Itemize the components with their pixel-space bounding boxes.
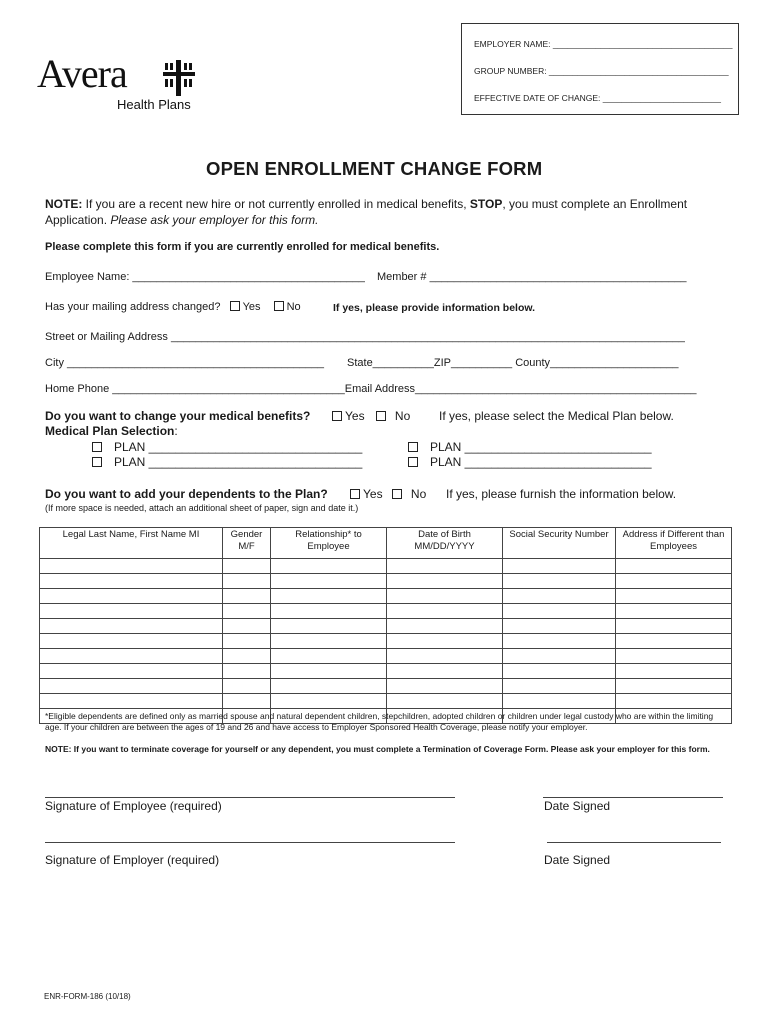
- col-header-dob: Date of Birth MM/DD/YYYY: [387, 528, 503, 559]
- note-text-1: If you are a recent new hire or not currently enrolled in medical benefits,: [82, 197, 470, 211]
- plan-left-1: [90, 440, 362, 454]
- table-cell[interactable]: [271, 649, 387, 664]
- table-cell[interactable]: [271, 619, 387, 634]
- table-cell[interactable]: [40, 619, 223, 634]
- table-cell[interactable]: [503, 694, 616, 709]
- table-cell[interactable]: [503, 574, 616, 589]
- table-cell[interactable]: [271, 664, 387, 679]
- member-number-field[interactable]: Member # __________________________________________: [377, 271, 687, 283]
- employer-name-field[interactable]: EMPLOYER NAME: ______________________________________: [474, 39, 733, 49]
- table-cell[interactable]: [223, 589, 271, 604]
- address-yes-label: Yes: [242, 301, 261, 313]
- table-cell[interactable]: [223, 604, 271, 619]
- col-header-ssn: Social Security Number: [503, 528, 616, 559]
- table-cell[interactable]: [387, 559, 503, 574]
- dependents-table: [39, 527, 732, 724]
- table-cell[interactable]: [387, 634, 503, 649]
- medical-no-label: No: [394, 409, 411, 423]
- medical-yes-label: Yes: [345, 409, 365, 423]
- table-cell[interactable]: [40, 634, 223, 649]
- table-cell[interactable]: [503, 619, 616, 634]
- medical-options: [330, 409, 410, 423]
- plan-right-1-label[interactable]: PLAN ____________________________: [430, 440, 652, 454]
- table-cell[interactable]: [40, 574, 223, 589]
- table-cell[interactable]: [387, 694, 503, 709]
- table-cell[interactable]: [387, 679, 503, 694]
- plan-left-2: [90, 455, 362, 469]
- dependents-no-label: No: [410, 487, 427, 501]
- table-row: [40, 604, 732, 619]
- table-cell[interactable]: [223, 619, 271, 634]
- medical-yes-checkbox[interactable]: [332, 411, 342, 421]
- table-row: [40, 649, 732, 664]
- table-row: [40, 559, 732, 574]
- table-cell[interactable]: [223, 634, 271, 649]
- col-header-name: Legal Last Name, First Name MI: [40, 528, 223, 559]
- medical-plan-selection-label: Medical Plan Selection:: [45, 424, 178, 438]
- table-cell[interactable]: [616, 604, 732, 619]
- table-cell[interactable]: [40, 649, 223, 664]
- street-address-field[interactable]: Street or Mailing Address ____________________________________________________________________________________: [45, 331, 685, 343]
- employee-date-line[interactable]: [543, 797, 723, 798]
- plan-left-1-checkbox[interactable]: [92, 442, 102, 452]
- table-cell[interactable]: [387, 619, 503, 634]
- table-cell[interactable]: [616, 679, 732, 694]
- table-cell[interactable]: [271, 589, 387, 604]
- table-header-row: [40, 528, 732, 559]
- note-text-2: , you must complete an Enrollment: [502, 197, 688, 211]
- table-cell[interactable]: [223, 559, 271, 574]
- table-cell[interactable]: [271, 679, 387, 694]
- table-cell[interactable]: [387, 604, 503, 619]
- table-cell[interactable]: [40, 559, 223, 574]
- dependents-question: Do you want to add your dependents to the Plan?: [45, 487, 328, 501]
- address-no-label: No: [286, 301, 301, 313]
- table-cell[interactable]: [503, 664, 616, 679]
- form-code: ENR-FORM-186 (10/18): [44, 992, 131, 1001]
- table-cell[interactable]: [616, 589, 732, 604]
- table-cell[interactable]: [40, 589, 223, 604]
- employer-signature-label: Signature of Employer (required): [45, 853, 220, 867]
- table-cell[interactable]: [616, 649, 732, 664]
- table-cell[interactable]: [40, 664, 223, 679]
- plan-right-1: [406, 440, 652, 454]
- table-cell[interactable]: [271, 559, 387, 574]
- table-cell[interactable]: [40, 694, 223, 709]
- employee-signature-line[interactable]: [45, 797, 455, 798]
- address-yes-checkbox[interactable]: [230, 301, 240, 311]
- table-cell[interactable]: [271, 634, 387, 649]
- page-title: OPEN ENROLLMENT CHANGE FORM: [206, 158, 543, 179]
- table-row: [40, 664, 732, 679]
- employee-date-label: Date Signed: [544, 799, 611, 813]
- col-header-relationship: Relationship* to Employee: [271, 528, 387, 559]
- note-line-1: [45, 197, 687, 211]
- table-cell[interactable]: [503, 604, 616, 619]
- dependents-yes-label: Yes: [363, 487, 383, 501]
- dependents-subnote: (If more space is needed, attach an additional sheet of paper, sign and date it.): [45, 503, 359, 513]
- table-cell[interactable]: [616, 574, 732, 589]
- plan-right-1-checkbox[interactable]: [408, 442, 418, 452]
- plan-left-1-label[interactable]: PLAN ________________________________: [114, 440, 363, 454]
- note-stop: STOP: [469, 197, 503, 211]
- table-cell[interactable]: [503, 589, 616, 604]
- table-cell[interactable]: [616, 559, 732, 574]
- logo-wordmark: Avera: [37, 51, 127, 96]
- city-field[interactable]: City __________________________________________: [45, 357, 324, 369]
- table-cell[interactable]: [616, 634, 732, 649]
- plan-left-2-checkbox[interactable]: [92, 457, 102, 467]
- table-row: [40, 694, 732, 709]
- table-cell[interactable]: [223, 574, 271, 589]
- logo-subtitle: Health Plans: [117, 97, 191, 112]
- table-cell[interactable]: [387, 649, 503, 664]
- col-header-address: Address if Different than Employees: [616, 528, 732, 559]
- medical-no-checkbox[interactable]: [376, 411, 386, 421]
- address-no-checkbox[interactable]: [274, 301, 284, 311]
- employee-name-field[interactable]: Employee Name: ______________________________________: [45, 271, 365, 283]
- table-row: [40, 589, 732, 604]
- table-cell[interactable]: [223, 664, 271, 679]
- address-if-yes-text: If yes, please provide information below.: [333, 302, 536, 314]
- table-cell[interactable]: [503, 679, 616, 694]
- table-cell[interactable]: [616, 664, 732, 679]
- note-text-4: Please ask your employer for this form.: [110, 213, 319, 227]
- table-cell[interactable]: [271, 694, 387, 709]
- employer-signature-line[interactable]: [45, 842, 455, 843]
- table-cell[interactable]: [503, 634, 616, 649]
- address-changed-row: [45, 301, 301, 313]
- table-row: [40, 679, 732, 694]
- table-cell[interactable]: [271, 574, 387, 589]
- effective-date-field[interactable]: EFFECTIVE DATE OF CHANGE: _________________________: [474, 93, 721, 103]
- medical-question: Do you want to change your medical benefits?: [45, 409, 311, 423]
- employer-date-label: Date Signed: [544, 853, 611, 867]
- table-cell[interactable]: [503, 649, 616, 664]
- table-cell[interactable]: [223, 679, 271, 694]
- eligibility-footnote: *Eligible dependents are defined only as married spouse and natural dependent children, stepchildren, adopted children or children under legal custody who are within the limiting age. If your children are between the ages of 19 and 26 and have access to Employer Sponsored Health Coverage, please notify your employer.: [45, 711, 714, 732]
- table-cell[interactable]: [40, 679, 223, 694]
- dependents-if-yes-text: If yes, please furnish the information below.: [446, 487, 677, 501]
- table-cell[interactable]: [223, 649, 271, 664]
- table-cell[interactable]: [616, 619, 732, 634]
- table-row: [40, 634, 732, 649]
- address-changed-label: Has your mailing address changed?: [45, 301, 221, 313]
- note-line-2: [45, 213, 318, 227]
- table-cell[interactable]: [387, 664, 503, 679]
- dependents-no-checkbox[interactable]: [392, 489, 402, 499]
- termination-note: NOTE: If you want to terminate coverage for yourself or any dependent, you must complete a Termination of Coverage Form. Please ask your employer for this form.: [45, 744, 710, 754]
- employer-date-line[interactable]: [547, 842, 721, 843]
- employer-info-box: [461, 23, 739, 115]
- phone-email-field[interactable]: Home Phone ______________________________________Email Address______________________________________________: [45, 383, 697, 395]
- table-row: [40, 574, 732, 589]
- table-cell[interactable]: [223, 694, 271, 709]
- table-cell[interactable]: [387, 574, 503, 589]
- state-zip-county-field[interactable]: State__________ZIP__________ County_____________________: [347, 357, 679, 369]
- plan-right-2-checkbox[interactable]: [408, 457, 418, 467]
- table-row: [40, 619, 732, 634]
- avera-cross-icon: [162, 60, 196, 96]
- employee-signature-label: Signature of Employee (required): [45, 799, 222, 813]
- group-number-field[interactable]: GROUP NUMBER: ______________________________________: [474, 66, 729, 76]
- note-text-3: Application.: [45, 213, 111, 227]
- medical-if-yes-text: If yes, please select the Medical Plan below.: [439, 409, 674, 423]
- col-header-gender: Gender M/F: [223, 528, 271, 559]
- table-cell[interactable]: [503, 559, 616, 574]
- table-cell[interactable]: [387, 589, 503, 604]
- table-cell[interactable]: [616, 694, 732, 709]
- plan-right-2: [406, 455, 652, 469]
- table-cell[interactable]: [271, 604, 387, 619]
- table-cell[interactable]: [40, 604, 223, 619]
- note-label: NOTE:: [45, 197, 83, 211]
- plan-right-2-label[interactable]: PLAN ____________________________: [430, 455, 652, 469]
- dependents-options: [348, 487, 426, 501]
- instruction-text: Please complete this form if you are currently enrolled for medical benefits.: [45, 241, 440, 253]
- plan-left-2-label[interactable]: PLAN ________________________________: [114, 455, 363, 469]
- dependents-yes-checkbox[interactable]: [350, 489, 360, 499]
